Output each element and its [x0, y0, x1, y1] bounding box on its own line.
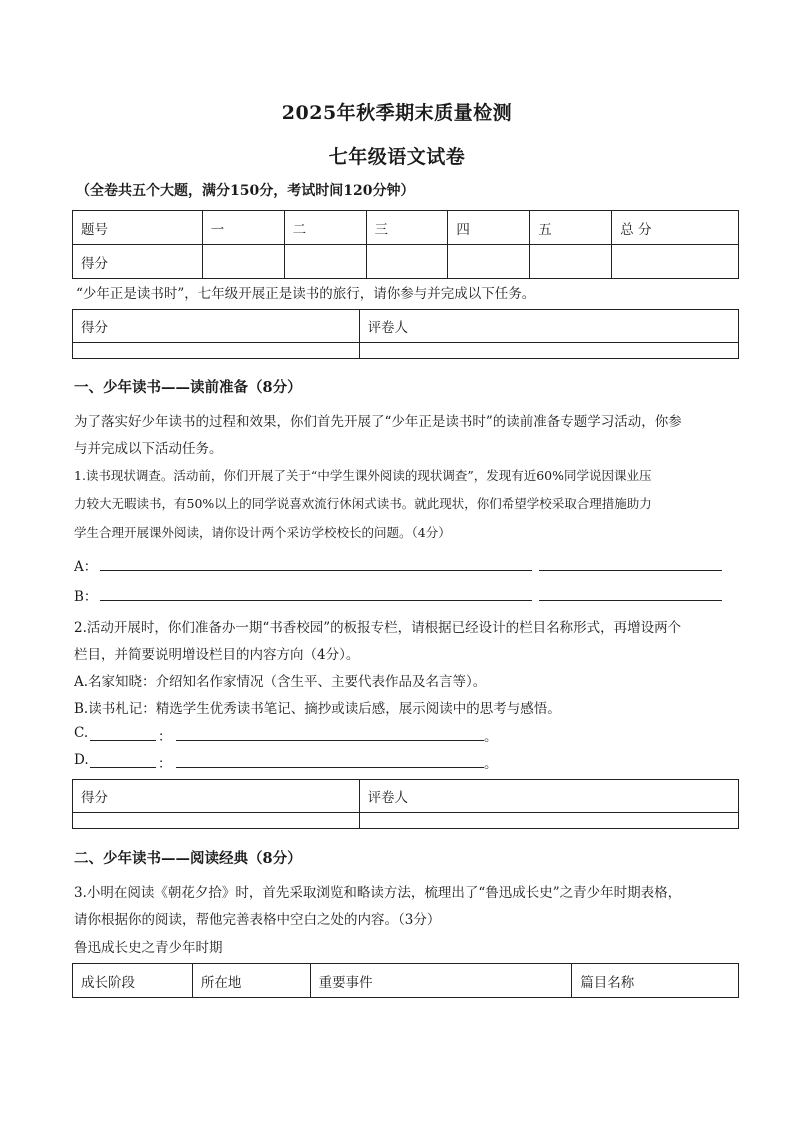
growth-table	[72, 963, 739, 998]
table-row	[73, 964, 739, 998]
table-caption: 鲁迅成长史之青少年时期	[74, 940, 223, 956]
column-c-name-blank[interactable]	[90, 740, 156, 741]
exam-subtitle: 七年级语文试卷	[328, 146, 466, 168]
question3-line: 请你根据你的阅读，帮他完善表格中空白之处的内容。（3分）	[74, 912, 441, 928]
table-cell: 四	[448, 211, 530, 245]
column-item-d-prefix: D.	[74, 752, 89, 768]
table-cell: 三	[366, 211, 448, 245]
section1-heading: 一、少年读书——读前准备（8分）	[74, 379, 302, 396]
table-cell: 一	[202, 211, 284, 245]
score-label: 得分	[73, 780, 360, 813]
exam-title: 2025年秋季期末质量检测	[281, 102, 513, 124]
score-label: 得分	[73, 310, 360, 343]
exam-note: （全卷共五个大题，满分150分，考试时间120分钟）	[76, 183, 415, 199]
section2-heading: 二、少年读书——阅读经典（8分）	[74, 850, 302, 867]
table-cell: 五	[530, 211, 612, 245]
score-input-cell[interactable]	[366, 245, 448, 279]
answer-b-blank-extra[interactable]	[539, 600, 722, 601]
column-d-content-blank[interactable]	[176, 767, 484, 768]
grader-table	[72, 779, 739, 829]
question2-line: 栏目，并简要说明增设栏目的内容方向（4分）。	[74, 647, 360, 663]
question1-line: 力较大无暇读书，有50%以上的同学说喜欢流行休闲式读书。就此现状，你们希望学校采取合理措施助力	[74, 496, 652, 511]
answer-a-blank[interactable]	[100, 570, 532, 571]
question3-line: 3.小明在阅读《朝花夕拾》时，首先采取浏览和略读方法，梳理出了“鲁迅成长史”之青少年时期表格，	[74, 885, 682, 901]
grader-table	[72, 309, 739, 359]
score-input-cell[interactable]	[73, 813, 360, 829]
table-cell: 题号	[73, 211, 203, 245]
section1-paragraph-line: 与并完成以下活动任务。	[74, 441, 223, 457]
grader-input-cell[interactable]	[359, 813, 738, 829]
colon: ：	[158, 729, 172, 745]
column-c-content-blank[interactable]	[176, 740, 484, 741]
question1-line: 1.读书现状调查。活动前，你们开展了关于“中学生课外阅读的现状调查”，发现有近60%同学说因课业压	[74, 468, 652, 483]
table-header-cell: 篇目名称	[572, 964, 739, 998]
score-table	[72, 210, 739, 279]
answer-b-label: B：	[74, 589, 98, 605]
score-input-cell[interactable]	[73, 343, 360, 359]
section1-paragraph-line: 为了落实好少年读书的过程和效果，你们首先开展了“少年正是读书时”的读前准备专题学习活动，你参	[74, 414, 682, 430]
question1-line: 学生合理开展课外阅读，请你设计两个采访学校校长的问题。（4分）	[74, 525, 451, 540]
colon: ：	[158, 756, 172, 772]
score-input-cell[interactable]	[448, 245, 530, 279]
column-item-c-prefix: C.	[74, 725, 89, 741]
grader-label: 评卷人	[359, 310, 738, 343]
table-cell: 得分	[73, 245, 203, 279]
score-table-score-row	[73, 245, 739, 279]
intro-text: “少年正是读书时”，七年级开展正是读书的旅行，请你参与并完成以下任务。	[76, 286, 536, 302]
column-d-name-blank[interactable]	[90, 767, 156, 768]
score-input-cell[interactable]	[530, 245, 612, 279]
question2-line: 2.活动开展时，你们准备办一期“书香校园”的板报专栏，请根据已经设计的栏目名称形式，再增设两个	[74, 620, 682, 636]
table-header-cell: 成长阶段	[73, 964, 193, 998]
grader-label: 评卷人	[359, 780, 738, 813]
score-input-cell[interactable]	[284, 245, 366, 279]
table-header-cell: 重要事件	[310, 964, 572, 998]
grader-input-cell[interactable]	[359, 343, 738, 359]
answer-a-blank-extra[interactable]	[539, 570, 722, 571]
column-item-a: A.名家知晓：介绍知名作家情况（含生平、主要代表作品及名言等）。	[74, 674, 487, 690]
score-table-header-row	[73, 211, 739, 245]
table-cell: 总 分	[612, 211, 739, 245]
answer-b-blank[interactable]	[100, 600, 532, 601]
answer-a-label: A：	[74, 559, 98, 575]
period: 。	[484, 756, 498, 772]
score-input-cell[interactable]	[612, 245, 739, 279]
table-header-cell: 所在地	[192, 964, 310, 998]
column-item-b: B.读书札记：精选学生优秀读书笔记、摘抄或读后感，展示阅读中的思考与感悟。	[74, 701, 561, 717]
score-input-cell[interactable]	[202, 245, 284, 279]
table-cell: 二	[284, 211, 366, 245]
period: 。	[484, 729, 498, 745]
